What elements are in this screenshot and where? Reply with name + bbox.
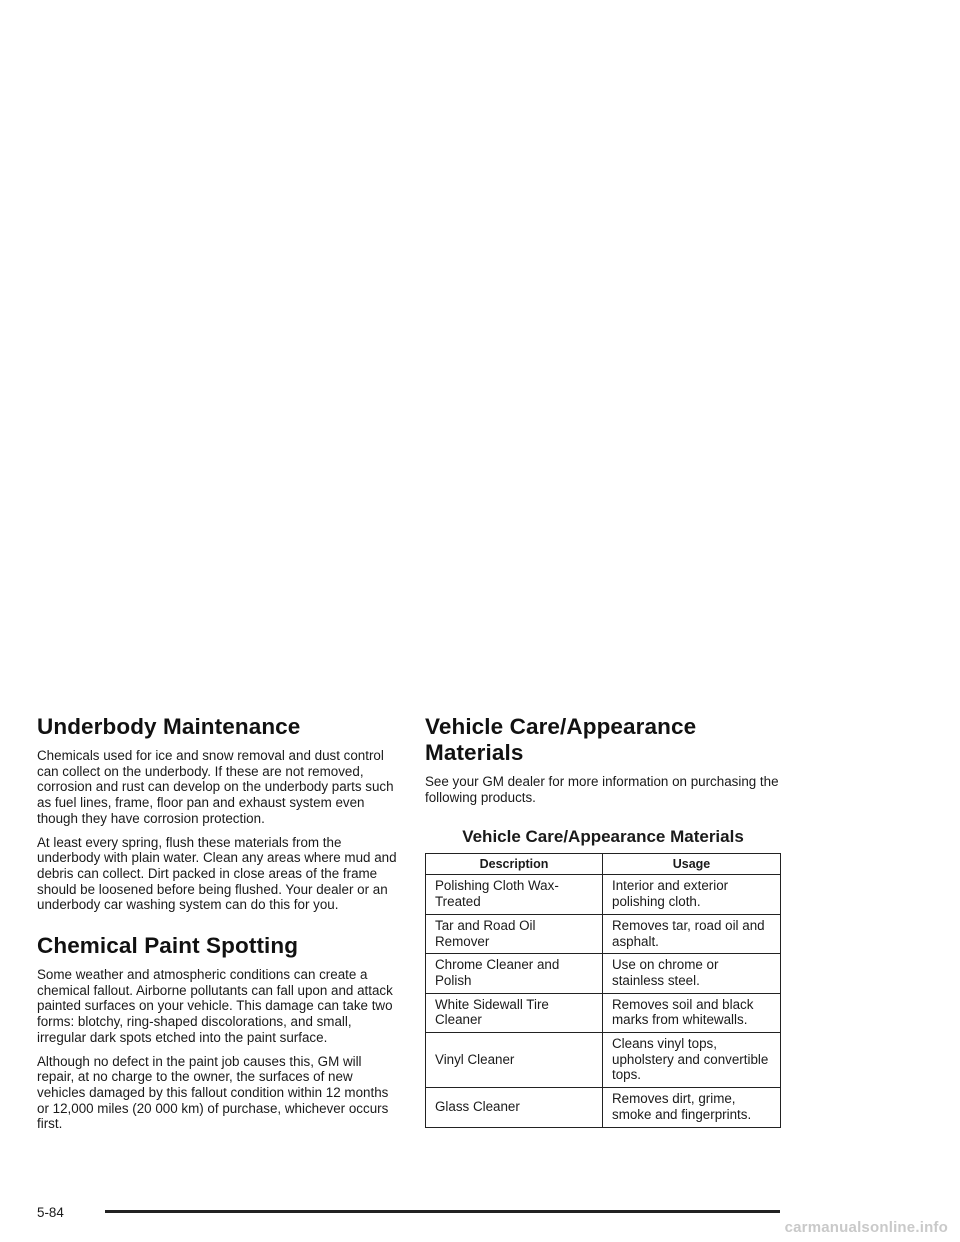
cell-description: Glass Cleaner (426, 1088, 603, 1127)
heading-underbody-maintenance: Underbody Maintenance (37, 714, 301, 739)
cell-usage: Removes soil and black marks from whitewalls. (603, 993, 781, 1032)
left-column (37, 714, 399, 1140)
table-row (426, 1088, 781, 1127)
watermark-text: carmanualsonline.info (784, 1219, 948, 1236)
cell-description: Chrome Cleaner and Polish (426, 954, 603, 993)
paragraph-underbody-1: Chemicals used for ice and snow removal and dust control can collect on the underbody. If these are not removed, corrosion and rust can develop on the underbody parts such as fuel lines, frame, floor pan and exhaust system even though they have corrosion protection. (37, 748, 394, 826)
paragraph-vehicle-care-intro: See your GM dealer for more information on purchasing the following products. (425, 774, 779, 805)
materials-table (425, 853, 781, 1127)
cell-usage: Cleans vinyl tops, upholstery and convertible tops. (603, 1033, 781, 1088)
page-number: 5-84 (37, 1205, 64, 1220)
right-column (425, 714, 785, 1128)
cell-usage: Removes dirt, grime, smoke and fingerprints. (603, 1088, 781, 1127)
table-row (426, 954, 781, 993)
paragraph-underbody-2: At least every spring, flush these materials from the underbody with plain water. Clean any areas where mud and debris can collect. Dirt packed in close areas of the frame should be loosened before being flushed. Your dealer or an underbody car washing system can do this for you. (37, 834, 397, 913)
cell-usage: Use on chrome or stainless steel. (603, 954, 781, 993)
table-header-row (426, 854, 781, 875)
table-title: Vehicle Care/Appearance Materials (462, 827, 744, 847)
cell-description: Polishing Cloth Wax-Treated (426, 875, 603, 914)
footer-divider (105, 1210, 780, 1213)
cell-usage: Removes tar, road oil and asphalt. (603, 914, 781, 953)
heading-chemical-paint-spotting: Chemical Paint Spotting (37, 933, 299, 959)
cell-usage: Interior and exterior polishing cloth. (603, 875, 781, 914)
table-row (426, 1033, 781, 1088)
cell-description: Tar and Road Oil Remover (426, 914, 603, 953)
paragraph-paint-1: Some weather and atmospheric conditions can create a chemical fallout. Airborne pollutants can fall upon and attack painted surfaces on your vehicle. This damage can take two forms: blotchy, ring-shaped discolorations, and small, irregular dark spots etched into the paint surface. (37, 967, 393, 1045)
column-header-description: Description (426, 854, 603, 875)
table-row (426, 875, 781, 914)
table-row (426, 993, 781, 1032)
cell-description: White Sidewall Tire Cleaner (426, 993, 603, 1032)
table-row (426, 914, 781, 953)
heading-vehicle-care: Vehicle Care/Appearance Materials (425, 714, 697, 765)
paragraph-paint-2: Although no defect in the paint job causes this, GM will repair, at no charge to the owner, the surfaces of new vehicles damaged by this fallout condition within 12 months or 12,000 miles (20 000 km) of purchase, whichever occurs first. (37, 1053, 389, 1132)
cell-description: Vinyl Cleaner (426, 1033, 603, 1088)
column-header-usage: Usage (603, 854, 781, 875)
